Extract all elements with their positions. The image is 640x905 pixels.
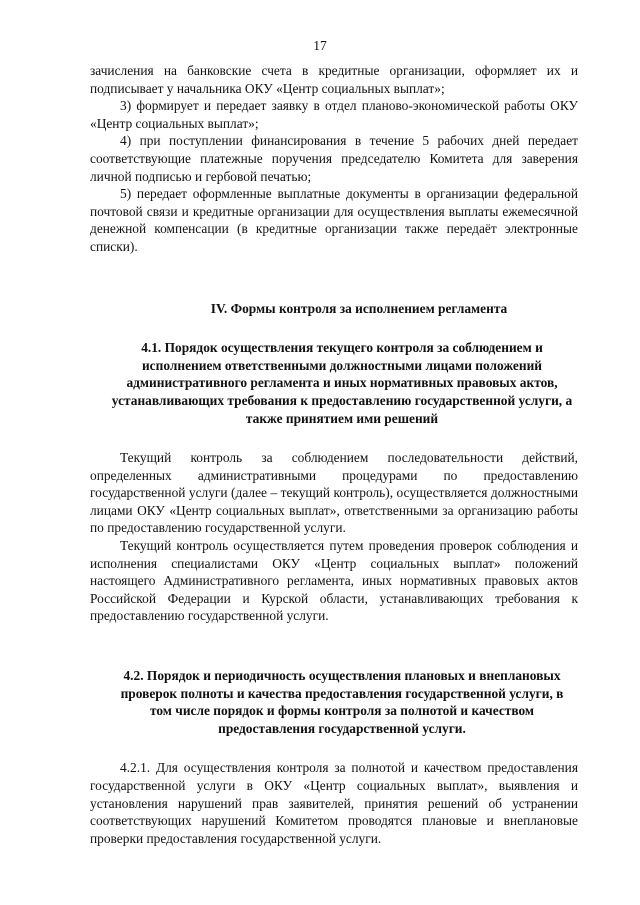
page-number: 17 [313,38,327,53]
subsection-4-1-paragraph: Текущий контроль осуществляется путем проведения проверок соблюдения и исполнения специалистами ОКУ «Центр социальных выплат» положений настоящего Административного регламента, иных нормативных правовых актов Российской Федерации и Курской области, устанавливающих требования к предоставлению государственной услуги. [90,538,578,624]
list-item-3: 3) формирует и передает заявку в отдел планово-экономической работы ОКУ «Центр социальных выплат»; [90,98,578,131]
subsection-4-2-paragraph: 4.2.1. Для осуществления контроля за полнотой и качеством предоставления государственной услуги в ОКУ «Центр социальных выплат», выявления и установления нарушений прав заявителей, принятия решений об устранении соответствующих нарушений Комитетом проводятся плановые и внеплановые проверки предоставления государственной услуги. [90,760,578,846]
subsection-4-2-heading: 4.2. Порядок и периодичность осуществления плановых и внеплановых проверок полноты и качества предоставления государственной услуги, в том числе порядок и формы контроля за полнотой и качеством предоставления государственной услуги. [120,668,564,736]
paragraph-continuation: зачисления на банковские счета в кредитные организации, оформляет их и подписывает у начальника ОКУ «Центр социальных выплат»; [90,63,578,96]
list-item-4: 4) при поступлении финансирования в течение 5 рабочих дней передает соответствующие платежные поручения председателю Комитета для заверения личной подписью и гербовой печатью; [90,133,578,184]
subsection-4-1-paragraph: Текущий контроль за соблюдением последовательности действий, определенных административными процедурами по предоставлению государственной услуги (далее – текущий контроль), осуществляется должностными лицами ОКУ «Центр социальных выплат», ответственными за организацию работы по предоставлению государственной услуги. [90,450,578,536]
section-heading: IV. Формы контроля за исполнением регламента [210,300,508,316]
page-body [90,62,578,847]
list-item-5: 5) передает оформленные выплатные документы в организации федеральной почтовой связи и кредитные организации для осуществления выплаты ежемесячной денежной компенсации (в кредитные организации также передаёт электронные списки). [90,186,578,254]
subsection-4-1-heading: 4.1. Порядок осуществления текущего контроля за соблюдением и исполнением ответственными должностными лицами положений административного регламента и иных нормативных правовых актов, устанавливающих требования к предоставлению государственной услуги, а также принятием ими решений [111,340,573,426]
